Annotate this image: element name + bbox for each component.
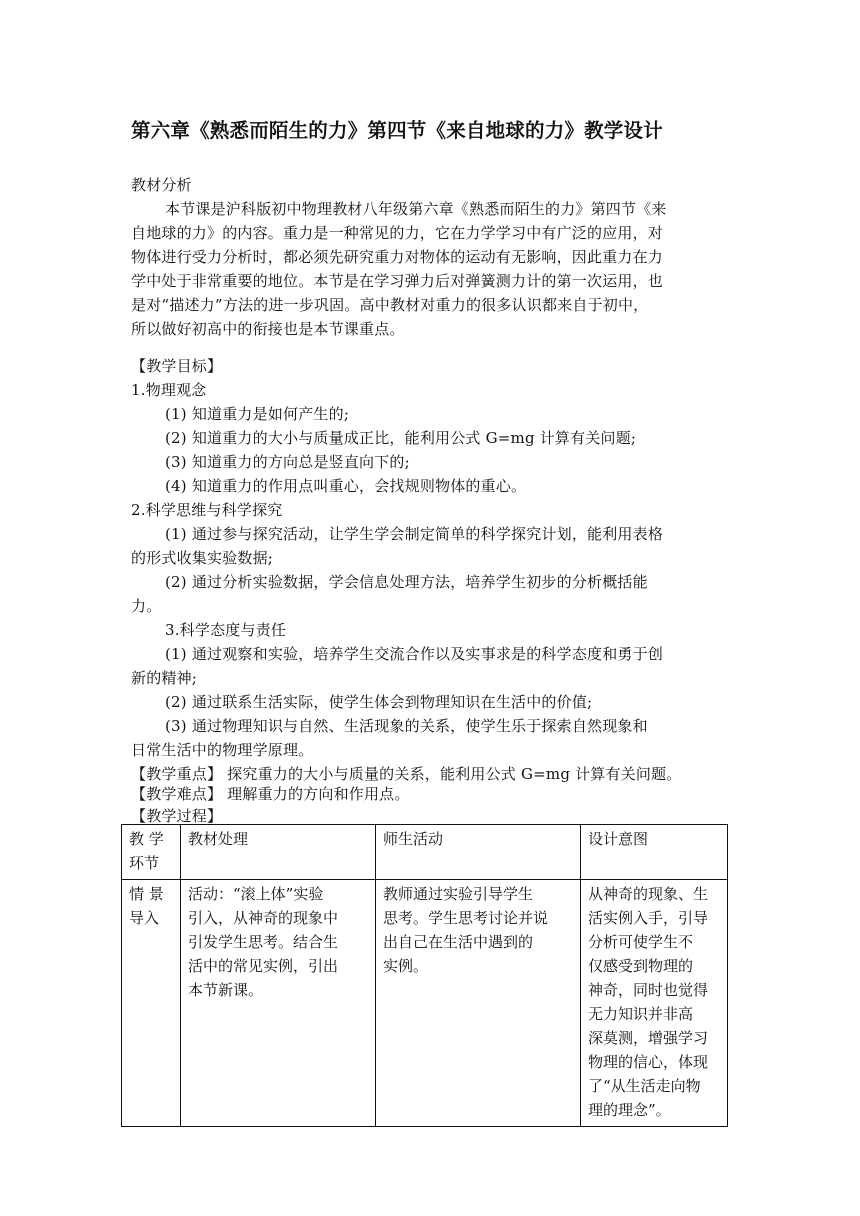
header-text: 环节 bbox=[129, 854, 160, 872]
cell-text: 理的理念”。 bbox=[588, 1101, 671, 1119]
header-cell-material bbox=[181, 825, 376, 880]
cell-text: 神奇，同时也觉得 bbox=[588, 981, 709, 999]
cell-activity bbox=[376, 880, 581, 1127]
objective-item-cont: 力。 bbox=[131, 597, 162, 615]
cell-text: 引入，从神奇的现象中 bbox=[188, 909, 339, 927]
cell-text: 本节新课。 bbox=[188, 981, 264, 999]
analysis-section bbox=[131, 173, 735, 341]
objective-item: (3) 知道重力的方向总是竖直向下的; bbox=[165, 453, 410, 471]
objective-item: (3) 通过物理知识与自然、生活现象的关系，使学生乐于探索自然现象和 bbox=[165, 717, 648, 735]
cell-text: 活实例入手，引导 bbox=[588, 909, 709, 927]
objective-item: (1) 通过观察和实验，培养学生交流合作以及实事求是的科学态度和勇于创 bbox=[165, 645, 664, 663]
objective-item: (2) 通过联系生活实际，使学生体会到物理知识在生活中的价值; bbox=[165, 693, 593, 711]
header-text: 教 学 bbox=[129, 830, 164, 848]
header-cell-stage bbox=[122, 825, 181, 880]
process-heading: 【教学过程】 bbox=[131, 807, 223, 825]
cell-text: 情 景 bbox=[129, 885, 164, 903]
cell-text: 教师通过实验引导学生 bbox=[383, 885, 534, 903]
cell-text: 引发学生思考。结合生 bbox=[188, 933, 339, 951]
cell-text: 活动：“滚上体”实验 bbox=[188, 885, 324, 903]
header-cell-intent bbox=[581, 825, 728, 880]
analysis-line: 所以做好初高中的衔接也是本节课重点。 bbox=[131, 320, 405, 338]
difficulty-section bbox=[131, 782, 735, 826]
header-text: 设计意图 bbox=[588, 830, 649, 848]
cell-intent bbox=[581, 880, 728, 1127]
table-header-row bbox=[122, 825, 728, 880]
key-point: 【教学重点】 探究重力的大小与质量的关系，能利用公式 G=mg 计算有关问题。 bbox=[131, 765, 682, 783]
difficulty: 【教学难点】 理解重力的方向和作用点。 bbox=[131, 785, 410, 803]
cell-text: 分析可使学生不 bbox=[588, 933, 694, 951]
cell-text: 物理的信心，体现 bbox=[588, 1053, 709, 1071]
objective-item: (2) 知道重力的大小与质量成正比，能利用公式 G=mg 计算有关问题; bbox=[165, 429, 637, 447]
cell-text: 无力知识并非高 bbox=[588, 1005, 694, 1023]
header-cell-activity bbox=[376, 825, 581, 880]
analysis-line: 本节课是沪科版初中物理教材八年级第六章《熟悉而陌生的力》第四节《来 bbox=[165, 200, 667, 218]
objective-item-cont: 日常生活中的物理学原理。 bbox=[131, 741, 314, 759]
cell-text: 思考。学生思考讨论并说 bbox=[383, 909, 549, 927]
objective-section-title: 1.物理观念 bbox=[131, 381, 207, 399]
analysis-heading: 教材分析 bbox=[131, 176, 192, 194]
cell-text: 了“从生活走向物 bbox=[588, 1077, 701, 1095]
objective-item-cont: 新的精神; bbox=[131, 669, 198, 687]
analysis-line: 是对“描述力”方法的进一步巩固。高中教材对重力的很多认识都来自于初中， bbox=[131, 296, 649, 314]
cell-text: 出自己在生活中遇到的 bbox=[383, 933, 534, 951]
analysis-line: 自地球的力》的内容。重力是一种常见的力，它在力学学习中有广泛的应用，对 bbox=[131, 224, 664, 242]
analysis-line: 物体进行受力分析时，都必须先研究重力对物体的运动有无影响，因此重力在力 bbox=[131, 248, 664, 266]
document-title: 第六章《熟悉而陌生的力》第四节《来自地球的力》教学设计 bbox=[131, 119, 663, 142]
cell-text: 导入 bbox=[129, 909, 160, 927]
cell-text: 仅感受到物理的 bbox=[588, 957, 694, 975]
objective-item: (2) 通过分析实验数据，学会信息处理方法，培养学生初步的分析概括能 bbox=[165, 573, 648, 591]
objectives-section bbox=[131, 354, 735, 786]
header-text: 教材处理 bbox=[188, 830, 249, 848]
objective-item: (4) 知道重力的作用点叫重心，会找规则物体的重心。 bbox=[165, 477, 527, 495]
objective-item: (1) 通过参与探究活动，让学生学会制定简单的科学探究计划，能利用表格 bbox=[165, 525, 664, 543]
cell-text: 活中的常见实例，引出 bbox=[188, 957, 339, 975]
cell-stage bbox=[122, 880, 181, 1127]
header-text: 师生活动 bbox=[383, 830, 444, 848]
analysis-line: 学中处于非常重要的地位。本节是在学习弹力后对弹簧测力计的第一次运用，也 bbox=[131, 272, 664, 290]
cell-text: 从神奇的现象、生 bbox=[588, 885, 709, 903]
cell-text: 实例。 bbox=[383, 957, 429, 975]
process-table bbox=[121, 824, 728, 1127]
objectives-heading: 【教学目标】 bbox=[131, 357, 223, 375]
objective-item-cont: 的形式收集实验数据; bbox=[131, 549, 274, 567]
objective-item: (1) 知道重力是如何产生的; bbox=[165, 405, 350, 423]
objective-section-title: 3.科学态度与责任 bbox=[165, 621, 287, 639]
table-row bbox=[122, 880, 728, 1127]
objective-section-title: 2.科学思维与科学探究 bbox=[131, 501, 283, 519]
cell-material bbox=[181, 880, 376, 1127]
cell-text: 深莫测，增强学习 bbox=[588, 1029, 709, 1047]
